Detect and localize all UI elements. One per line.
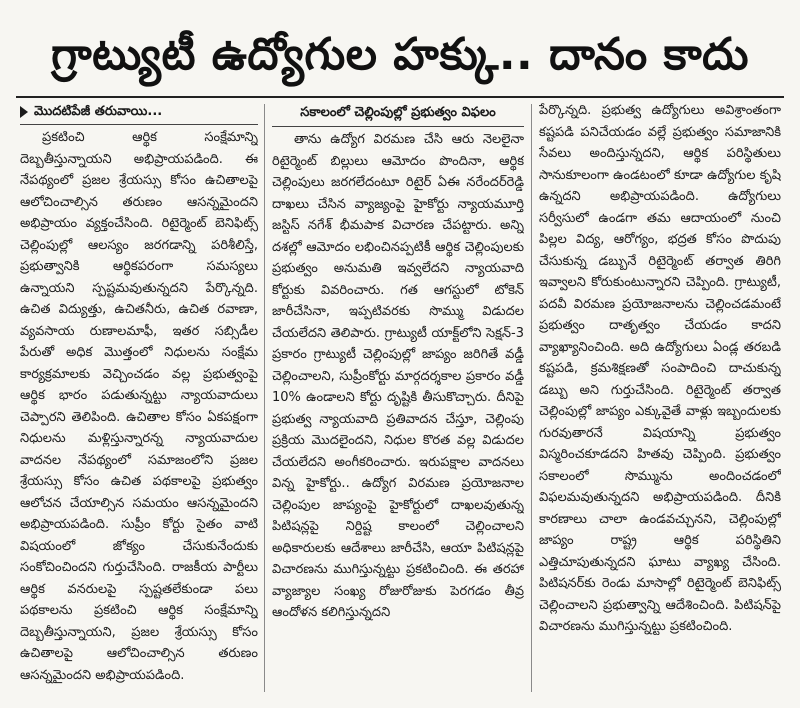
kicker-label: మొదటిపేజీ తరువాయి... xyxy=(34,104,163,119)
column-3-text: పేర్కొన్నది. ప్రభుత్వ ఉద్యోగులు అవిశ్రాంతంగా కష్టపడి పనిచేయడం వల్లే ప్రభుత్వం సమాజానికి సేవలు అందిస్తున్నదని, ఆర్థిక పరిస్థితులు సానుకూలంగా ఉండటంలో కూడా ఉద్యోగుల కృషి ఉన్నదని అభిప్రాయపడింది. ఉద్యోగులు సర్వీసులో ఉండగా తమ ఆదాయంలో నుంచి పిల్లల విద్య, ఆరోగ్యం, భద్రత కోసం పొదుపు చేసుకున్న డబ్బునే రిటైర్మెంట్ తర్వాత తిరిగి ఇవ్వాలని కోరుకుంటున్నారని చెప్పింది. గ్రాట్యుటీ, పదవీ విరమణ ప్రయోజనాలను చెల్లించడమంటే ప్రభుత్వం దాతృత్వం చేయడం కాదని వ్యాఖ్యానించింది. అది ఉద్యోగులు ఏండ్ల తరబడి కష్టపడి, క్రమశిక్షణతో సంపాదించి దాచుకున్న డబ్బు అని గుర్తుచేసింది. రిటైర్మెంట్ తర్వాత చెల్లింపుల్లో జాప్యం ఎక్కువైతే వాళ్లు ఇబ్బందులకు గురవుతారనే విషయాన్ని ప్రభుత్వం విస్మరించకూడదని హితవు చెప్పింది. ప్రభుత్వం సకాలంలో సొమ్మును అందించడంలో విఫలమవుతున్నదని అభిప్రాయపడింది. దీనికి కారణాలు చాలా ఉండవచ్చునని, చెల్లింపుల్లో జాప్యం రాష్ట్ర ఆర్థిక పరిస్థితిని ఎత్తిచూపుతున్నదని ఘాటు వ్యాఖ్య చేసింది. పిటిషనర్‌కు రెండు మాసాల్లో రిటైర్మెంట్ బెనిఫిట్స్ చెల్లించాలని ప్రభుత్వాన్ని ఆదేశించింది. పిటిషన్‌పై విచారణను ముగిస్తున్నట్టు ప్రకటించింది. xyxy=(539,103,781,634)
section-subheading: సకాలంలో చెల్లింపుల్లో ప్రభుత్వం విఫలం xyxy=(272,100,524,127)
kicker-rule xyxy=(20,124,258,125)
column-2-body: తాను ఉద్యోగ విరమణ చేసి ఆరు నెలలైనా రిటైర్మెంట్ బిల్లులు ఆమోదం పొందినా, ఆర్థిక చెల్లింపులు జరగలేదంటూ రిటైర్ ఏఈ నరేందర్‌రెడ్డి దాఖలు చేసిన వ్యాజ్యంపై హైకోర్టు న్యాయమూర్తి జస్టిస్ నగేశ్ భీమపాక విచారణ చేపట్టారు. అన్ని దశల్లో ఆమోదం లభించినప్పటికీ ఆర్థిక చెల్లింపులకు ప్రభుత్వం అనుమతి ఇవ్వలేదని న్యాయవాది కోర్టుకు వివరించారు. గత ఆగస్టులో టోకెన్ జారీచేసినా, ఇప్పటివరకు సొమ్ము విడుదల చేయలేదని తెలిపారు. గ్రాట్యుటీ యాక్ట్‌లోని సెక్షన్-3 ప్రకారం గ్రాట్యుటీ చెల్లింపుల్లో జాప్యం జరిగితే వడ్డీ చెల్లించాలని, సుప్రీంకోర్టు మార్గదర్శకాల ప్రకారం వడ్డీ 10% ఉండాలని కోర్టు దృష్టికి తీసుకొచ్చారు. దీనిపై ప్రభుత్వ న్యాయవాది ప్రతివాదన చేస్తూ, చెల్లింపు ప్రక్రియ మొదలైందని, నిధుల కొరత వల్ల విడుదల చేయలేదని అంగీకరించారు. ఇరుపక్షాల వాదనలు విన్న హైకోర్టు.. ఉద్యోగ విరమణ ప్రయోజనాల చెల్లింపుల జాప్యంపై హైకోర్టులో దాఖలవుతున్న పిటిషన్లపై నిర్దిష్ట కాలంలో చెల్లించాలని అధికారులకు ఆదేశాలు జారీచేసి, ఆయా పిటిషన్లపై విచారణను ముగిస్తున్నట్టు ప్రకటించింది. ఈ తరహా వ్యాజ్యాల సంఖ్య రోజురోజుకు పెరగడం తీవ్ర ఆందోళన కలిగిస్తున్నదని xyxy=(272,132,524,620)
chevron-right-icon xyxy=(20,106,28,118)
column-divider-1 xyxy=(264,104,265,692)
headline: గ్రాట్యుటీ ఉద్యోగుల హక్కు.. దానం కాదు xyxy=(51,29,749,80)
headline-rule xyxy=(16,96,784,98)
column-divider-2 xyxy=(531,104,532,692)
column-3 xyxy=(539,100,781,696)
column-1 xyxy=(20,100,258,696)
column-1-body: ప్రకటించి ఆర్థిక సంక్షేమాన్ని దెబ్బతీస్తున్నాయని అభిప్రాయపడింది. ఈ నేపథ్యంలో ప్రజల శ్రేయస్సు కోసం ఉచితాలపై ఆలోచించాల్సిన తరుణం ఆసన్నమైందని అభిప్రాయం వ్యక్తంచేసింది. రిటైర్మెంట్ బెనిఫిట్స్ చెల్లింపుల్లో ఆలస్యం జరగడాన్ని పరిశీలిస్తే, ప్రభుత్వానికి ఆర్థికపరంగా సమస్యలు ఉన్నాయని స్పష్టమవుతున్నదని పేర్కొన్నది. ఉచిత విద్యుత్తు, ఉచితనీరు, ఉచిత రవాణా, వ్యవసాయ రుణాలమాఫీ, ఇతర సబ్సిడీల పేరుతో అధిక మొత్తంలో నిధులను సంక్షేమ కార్యక్రమాలకు వెచ్చించడం వల్ల ప్రభుత్వంపై ఆర్థిక భారం పడుతున్నట్టు న్యాయవాదులు చెప్పారని తెలిపింది. ఉచితాల కోసం ఏకపక్షంగా నిధులను మళ్లిస్తున్నారన్న న్యాయవాదుల వాదనల నేపథ్యంలో సమాజంలోని ప్రజల శ్రేయస్సు కోసం ఉచిత పథకాలపై ప్రభుత్వం ఆలోచన చేయాల్సిన సమయం ఆసన్నమైందని అభిప్రాయపడింది. సుప్రీం కోర్టు సైతం వాటి విషయంలో జోక్యం చేసుకునేందుకు సంకోచించిందని గుర్తుచేసింది. రాజకీయ పార్టీలు ఆర్థిక వనరులపై స్పష్టతలేకుండా పలు పథకాలను ప్రకటించి ఆర్థిక సంక్షేమాన్ని దెబ్బతీస్తున్నాయని, ప్రజల శ్రేయస్సు కోసం ఉచితాలపై ఆలోచించాల్సిన తరుణం ఆసన్నమైందని అభిప్రాయపడింది. xyxy=(20,130,258,683)
column-1-text xyxy=(20,127,258,686)
continuation-kicker xyxy=(20,100,258,124)
column-2-text xyxy=(272,129,524,624)
column-2 xyxy=(272,100,524,696)
